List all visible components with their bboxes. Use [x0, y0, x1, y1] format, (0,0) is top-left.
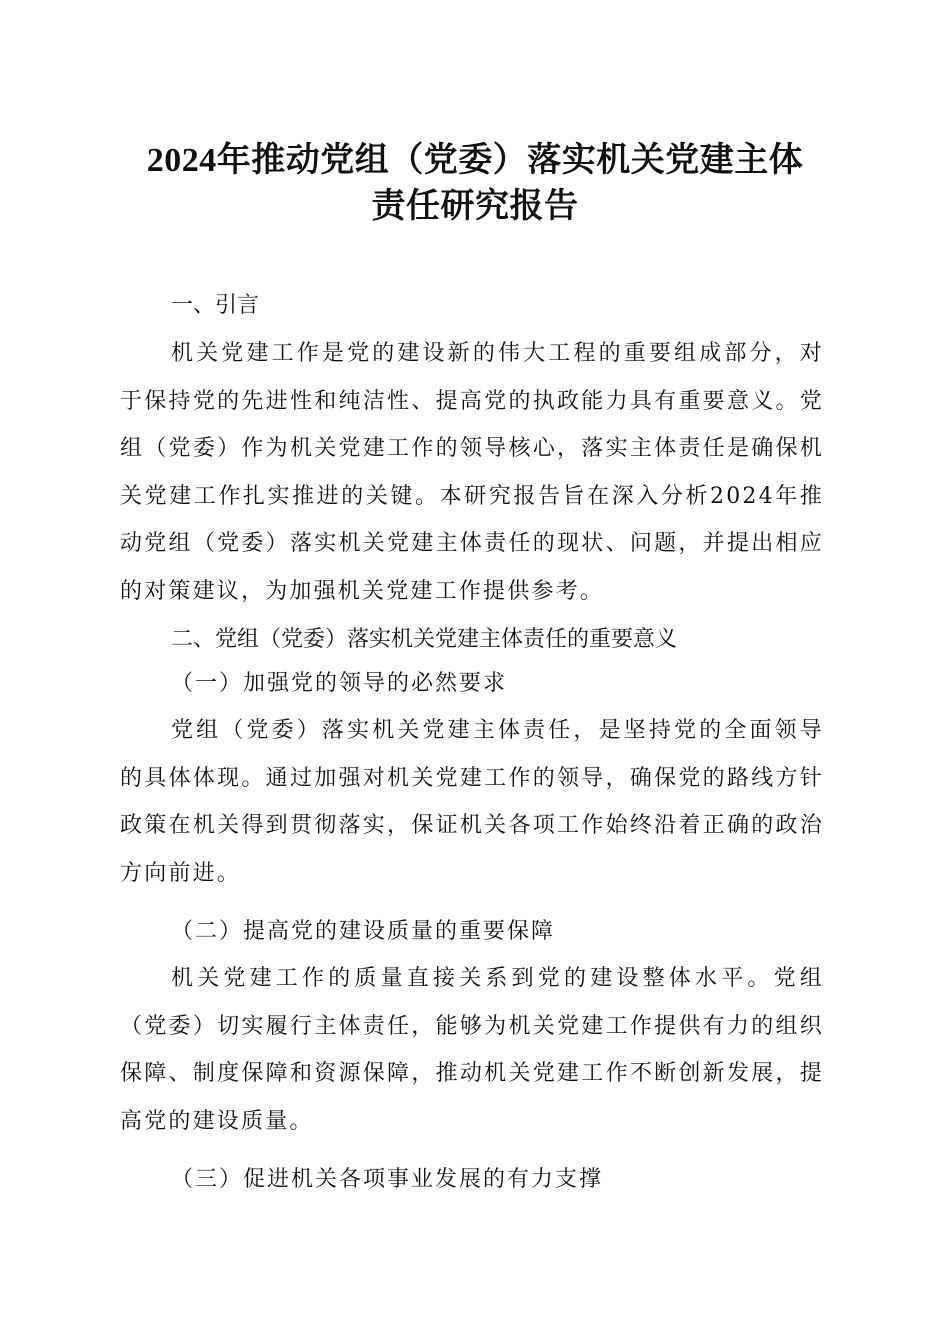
section-heading-significance: 二、党组（党委）落实机关党建主体责任的重要意义 [171, 627, 678, 652]
section-heading-intro: 一、引言 [171, 293, 260, 318]
subsection-heading-3: （三）促进机关各项事业发展的有力支撑 [171, 1167, 604, 1192]
subsection-heading-1: （一）加强党的领导的必然要求 [171, 671, 508, 696]
subsection-heading-2: （二）提高党的建设质量的重要保障 [171, 919, 556, 944]
paragraph-intro: 机关党建工作是党的建设新的伟大工程的重要组成部分，对于保持党的先进性和纯洁性、提高党的执政能力具有重要意义。党组（党委）作为机关党建工作的领导核心，落实主体责任是确保机关党建工作扎实推进的关键。本研究报告旨在深入分析2024年推动党组（党委）落实机关党建主体责任的现状、问题，并提出相应的对策建议，为加强机关党建工作提供参考。 [120, 341, 824, 604]
document-body [120, 282, 824, 1203]
title-line-2: 责任研究报告 [371, 188, 579, 225]
title-line-1: 2024年推动党组（党委）落实机关党建主体 [146, 142, 804, 179]
paragraph-sub2: 机关党建工作的质量直接关系到党的建设整体水平。党组（党委）切实履行主体责任，能够为机关党建工作提供有力的组织保障、制度保障和资源保障，推动机关党建工作不断创新发展，提高党的建设质量。 [120, 966, 824, 1134]
document-title [0, 138, 950, 230]
paragraph-sub1: 党组（党委）落实机关党建主体责任，是坚持党的全面领导的具体体现。通过加强对机关党建工作的领导，确保党的路线方针政策在机关得到贯彻落实，保证机关各项工作始终沿着正确的政治方向前进。 [120, 718, 824, 886]
